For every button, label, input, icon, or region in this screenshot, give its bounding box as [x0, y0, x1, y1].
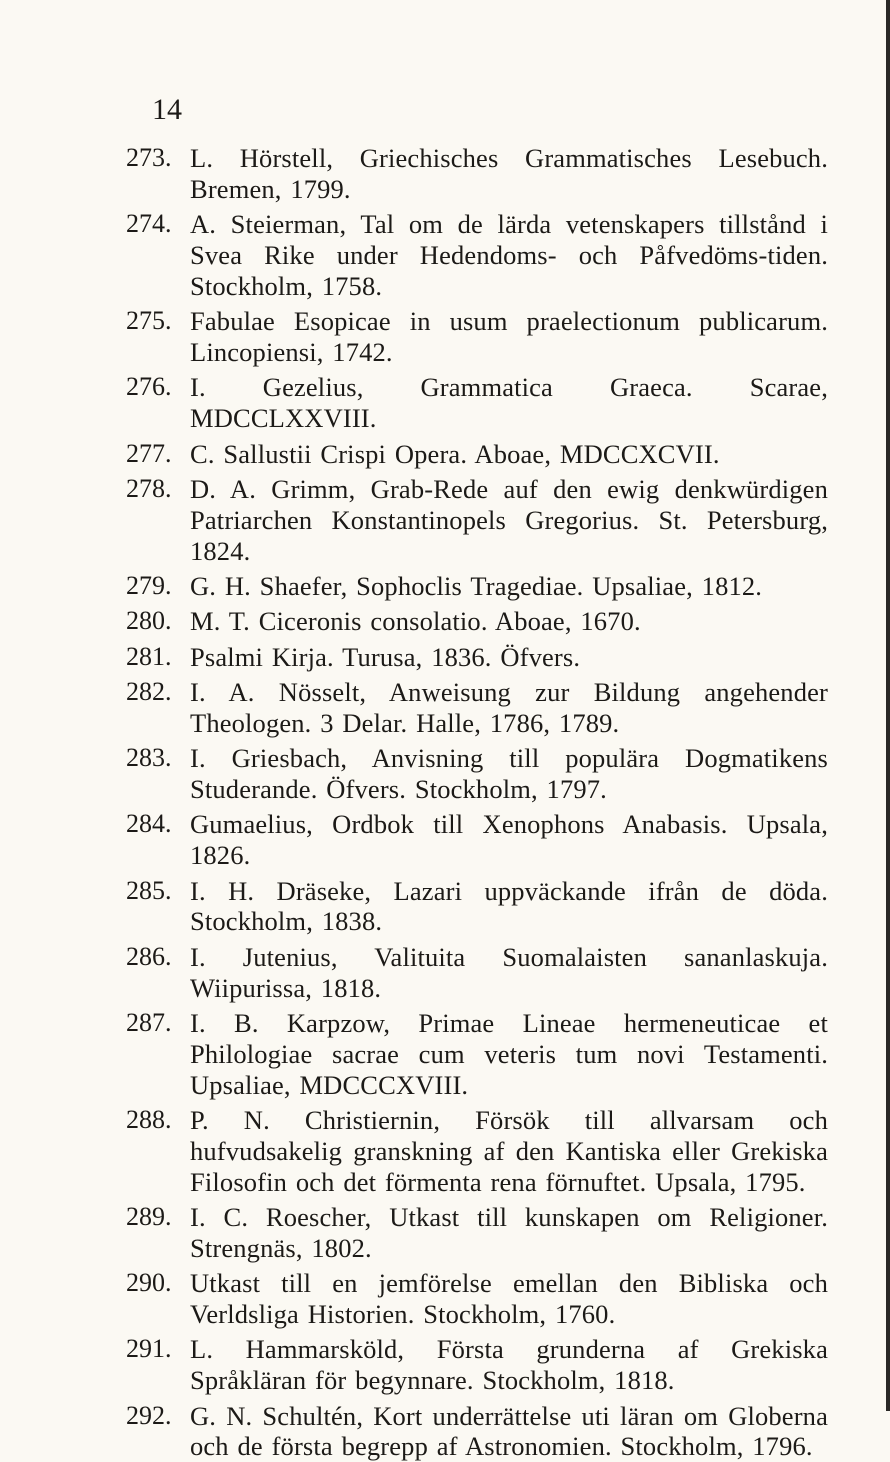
list-item [128, 1401, 828, 1462]
entry-text: G. H. Shaefer, Sophoclis Tragediae. Upsaliae, 1812. [190, 570, 763, 601]
entry-text: Utkast till en jemförelse emellan den Bibliska och Verldsliga Historien. Stockholm, 1760. [190, 1268, 828, 1329]
list-item [128, 606, 828, 637]
entry-text: I. Gezelius, Grammatica Graeca. Scarae, MDCCLXXVIII. [190, 372, 828, 434]
entry-text: Psalmi Kirja. Turusa, 1836. Öfvers. [190, 641, 581, 672]
entry-text: I. A. Nösselt, Anweisung zur Bildung angehender Theologen. 3 Delar. Halle, 1786, 1789. [190, 677, 828, 738]
entry-number: 278. [126, 473, 172, 503]
page-edge [886, 0, 890, 1411]
entry-number: 275. [126, 306, 172, 336]
entry-number: 276. [126, 372, 172, 402]
list-item [128, 876, 828, 938]
entry-number: 289. [126, 1202, 172, 1231]
entry-text: L. Hammarsköld, Första grunderna af Grekiska Språkläran för begynnare. Stockholm, 1818. [190, 1334, 828, 1396]
entry-text: I. B. Karpzow, Primae Lineae hermeneuticae et Philologiae sacrae cum veteris tum novi Testamenti. Upsaliae, MDCCCXVIII. [190, 1008, 828, 1100]
entry-number: 287. [126, 1008, 172, 1038]
list-item [128, 1105, 828, 1197]
entry-number: 292. [126, 1400, 172, 1430]
list-item [128, 372, 828, 434]
list-item [128, 1334, 828, 1396]
entry-text: L. Hörstell, Griechisches Grammatisches Lesebuch. Bremen, 1799. [190, 143, 828, 204]
entry-text: M. T. Ciceronis consolatio. Aboae, 1670. [190, 606, 641, 637]
entry-number: 277. [126, 438, 172, 468]
list-item [128, 642, 828, 673]
entry-text: A. Steierman, Tal om de lärda vetenskapers tillstånd i Svea Rike under Hedendoms- och Påfvedöms-tiden. Stockholm, 1758. [190, 209, 828, 301]
entry-text: G. N. Schultén, Kort underrättelse uti läran om Globerna och de första begrepp af Astronomien. Stockholm, 1796. [190, 1400, 828, 1462]
entry-text: I. Jutenius, Valituita Suomalaisten sananlaskuja. Wiipurissa, 1818. [190, 941, 828, 1003]
entry-number: 286. [126, 941, 172, 971]
entry-number: 282. [126, 677, 172, 707]
entry-text: C. Sallustii Crispi Opera. Aboae, MDCCXCVII. [190, 438, 720, 469]
list-item [128, 942, 828, 1004]
list-item [128, 571, 828, 602]
entry-number: 291. [126, 1334, 172, 1364]
list-item [128, 209, 828, 301]
entry-number: 290. [126, 1268, 172, 1298]
entry-number: 288. [126, 1105, 172, 1135]
entry-text: I. H. Dräseke, Lazari uppväckande ifrån de döda. Stockholm, 1838. [190, 875, 828, 937]
entry-number: 279. [126, 570, 172, 600]
entry-text: Gumaelius, Ordbok till Xenophons Anabasis. Upsala, 1826. [190, 809, 828, 871]
list-item [128, 1268, 828, 1330]
list-item [128, 743, 828, 805]
entry-text: Fabulae Esopicae in usum praelectionum publicarum. Lincopiensi, 1742. [190, 306, 828, 367]
list-item [128, 1202, 828, 1264]
entry-number: 274. [126, 209, 172, 239]
entry-text: I. Griesbach, Anvisning till populära Dogmatikens Studerande. Öfvers. Stockholm, 1797. [190, 743, 828, 805]
entry-text: P. N. Christiernin, Försök till allvarsam och hufvudsakelig granskning af den Kantiska eller Grekiska Filosofin och det förmenta rena förnuftet. Upsala, 1795. [190, 1105, 828, 1197]
entry-text: I. C. Roescher, Utkast till kunskapen om Religioner. Strengnäs, 1802. [190, 1202, 828, 1263]
entry-number: 284. [126, 809, 172, 839]
entry-number: 273. [126, 143, 172, 172]
entry-number: 285. [126, 875, 172, 905]
list-item [128, 143, 828, 205]
list-item [128, 1008, 828, 1100]
list-item [128, 306, 828, 368]
list-item [128, 439, 828, 470]
list-item [128, 809, 828, 871]
entry-text: D. A. Grimm, Grab-Rede auf den ewig denkwürdigen Patriarchen Konstantinopels Gregorius. St. Petersburg, 1824. [190, 473, 828, 566]
bibliography-list [128, 143, 828, 1462]
entry-number: 283. [126, 743, 172, 773]
entry-number: 281. [126, 641, 172, 671]
entry-number: 280. [126, 606, 172, 636]
list-item [128, 677, 828, 739]
page-number: 14 [152, 93, 182, 126]
list-item [128, 474, 828, 566]
